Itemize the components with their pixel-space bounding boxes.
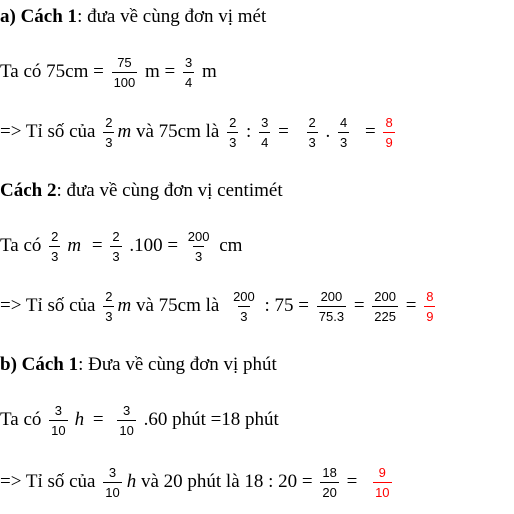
text: m <box>197 61 217 82</box>
fraction <box>338 115 349 150</box>
fraction <box>259 115 270 150</box>
text: => Tỉ số của <box>0 295 101 316</box>
fraction <box>112 55 138 90</box>
heading-text: : đưa về cùng đơn vị centimét <box>56 180 283 201</box>
numerator: 200 <box>233 288 255 304</box>
conversion-line-centimeter <box>0 226 242 266</box>
text: : <box>241 121 257 142</box>
numerator: 8 <box>385 114 393 130</box>
ratio-line-centimeter <box>0 286 438 326</box>
text: và 75cm là <box>131 121 225 142</box>
numerator: 9 <box>378 464 386 480</box>
numerator: 2 <box>308 114 316 130</box>
text: = <box>401 295 422 316</box>
text: m = <box>140 61 181 82</box>
section-a-method-1-heading <box>0 6 266 28</box>
fraction <box>231 289 257 324</box>
numerator: 3 <box>108 464 117 480</box>
variable: m <box>67 235 82 256</box>
conversion-line-meter <box>0 52 217 92</box>
numerator: 75 <box>117 54 132 70</box>
numerator: 2 <box>229 114 237 130</box>
denominator: 3 <box>110 246 121 264</box>
denominator: 10 <box>103 482 121 500</box>
denominator: 3 <box>49 246 60 264</box>
numerator: 3 <box>261 114 269 130</box>
text: và 20 phút là 18 : 20 = <box>136 471 318 492</box>
denominator: 10 <box>49 420 67 438</box>
denominator: 20 <box>320 482 338 500</box>
text: Ta có 75cm = <box>0 61 109 82</box>
denominator: 3 <box>307 132 318 150</box>
denominator: 10 <box>117 420 135 438</box>
fraction <box>103 465 121 500</box>
text: cm <box>214 235 243 256</box>
fraction <box>372 289 398 324</box>
denominator: 10 <box>373 482 391 500</box>
ratio-line-minute <box>0 462 395 502</box>
numerator: 2 <box>112 228 120 244</box>
text: = <box>360 121 381 142</box>
denominator: 75.3 <box>317 306 346 324</box>
fraction <box>227 115 238 150</box>
fraction <box>183 55 194 90</box>
text: = <box>341 471 363 492</box>
denominator: 3 <box>103 132 114 150</box>
heading-label: b) Cách 1 <box>0 354 79 375</box>
numerator: 2 <box>51 228 59 244</box>
heading-text: : Đưa về cùng đơn vị phút <box>78 354 277 375</box>
fraction <box>49 403 67 438</box>
numerator: 18 <box>322 464 337 480</box>
numerator: 4 <box>340 114 348 130</box>
text: : 75 = <box>259 295 314 316</box>
conversion-line-minute <box>0 400 279 440</box>
text: .100 = <box>124 235 183 256</box>
fraction <box>103 289 114 324</box>
denominator: 100 <box>112 72 138 90</box>
fraction <box>117 403 135 438</box>
section-b-method-1-heading <box>0 354 277 376</box>
heading-label: a) Cách 1 <box>0 6 78 27</box>
text: = <box>349 295 370 316</box>
fraction <box>103 115 114 150</box>
numerator: 200 <box>320 288 343 304</box>
denominator: 9 <box>383 132 394 150</box>
variable: h <box>74 409 85 430</box>
numerator: 2 <box>105 114 113 130</box>
variable: m <box>117 295 132 316</box>
ratio-line-meter <box>0 112 398 152</box>
fraction <box>317 289 346 324</box>
text: => Tỉ số của <box>0 471 101 492</box>
text: và 75cm là <box>131 295 225 316</box>
text: . <box>320 121 336 142</box>
numerator: 3 <box>185 54 193 70</box>
denominator: 4 <box>183 72 194 90</box>
denominator: 3 <box>338 132 349 150</box>
denominator: 3 <box>103 306 114 324</box>
text: => Tỉ số của <box>0 121 101 142</box>
text: = <box>273 121 294 142</box>
text: Ta có <box>0 235 47 256</box>
fraction <box>186 229 212 264</box>
numerator: 3 <box>122 402 131 418</box>
method-2-heading <box>0 180 283 202</box>
denominator: 3 <box>227 132 238 150</box>
text: = <box>88 409 109 430</box>
denominator: 225 <box>372 306 398 324</box>
numerator: 8 <box>426 288 434 304</box>
answer-fraction <box>373 465 391 500</box>
denominator: 4 <box>259 132 270 150</box>
numerator: 200 <box>187 228 210 244</box>
variable: h <box>126 471 137 492</box>
text: Ta có <box>0 409 47 430</box>
numerator: 3 <box>54 402 62 418</box>
answer-fraction <box>424 289 435 324</box>
text: .60 phút =18 phút <box>138 409 279 430</box>
variable: m <box>117 121 132 142</box>
fraction <box>307 115 318 150</box>
fraction <box>49 229 60 264</box>
denominator: 3 <box>193 246 204 264</box>
numerator: 200 <box>374 288 396 304</box>
heading-text: : đưa về cùng đơn vị mét <box>77 6 267 27</box>
denominator: 3 <box>238 306 249 324</box>
heading-label: Cách 2 <box>0 180 57 201</box>
fraction <box>320 465 338 500</box>
numerator: 2 <box>105 288 113 304</box>
answer-fraction <box>383 115 394 150</box>
fraction <box>110 229 121 264</box>
denominator: 9 <box>424 306 435 324</box>
text: = <box>87 235 108 256</box>
